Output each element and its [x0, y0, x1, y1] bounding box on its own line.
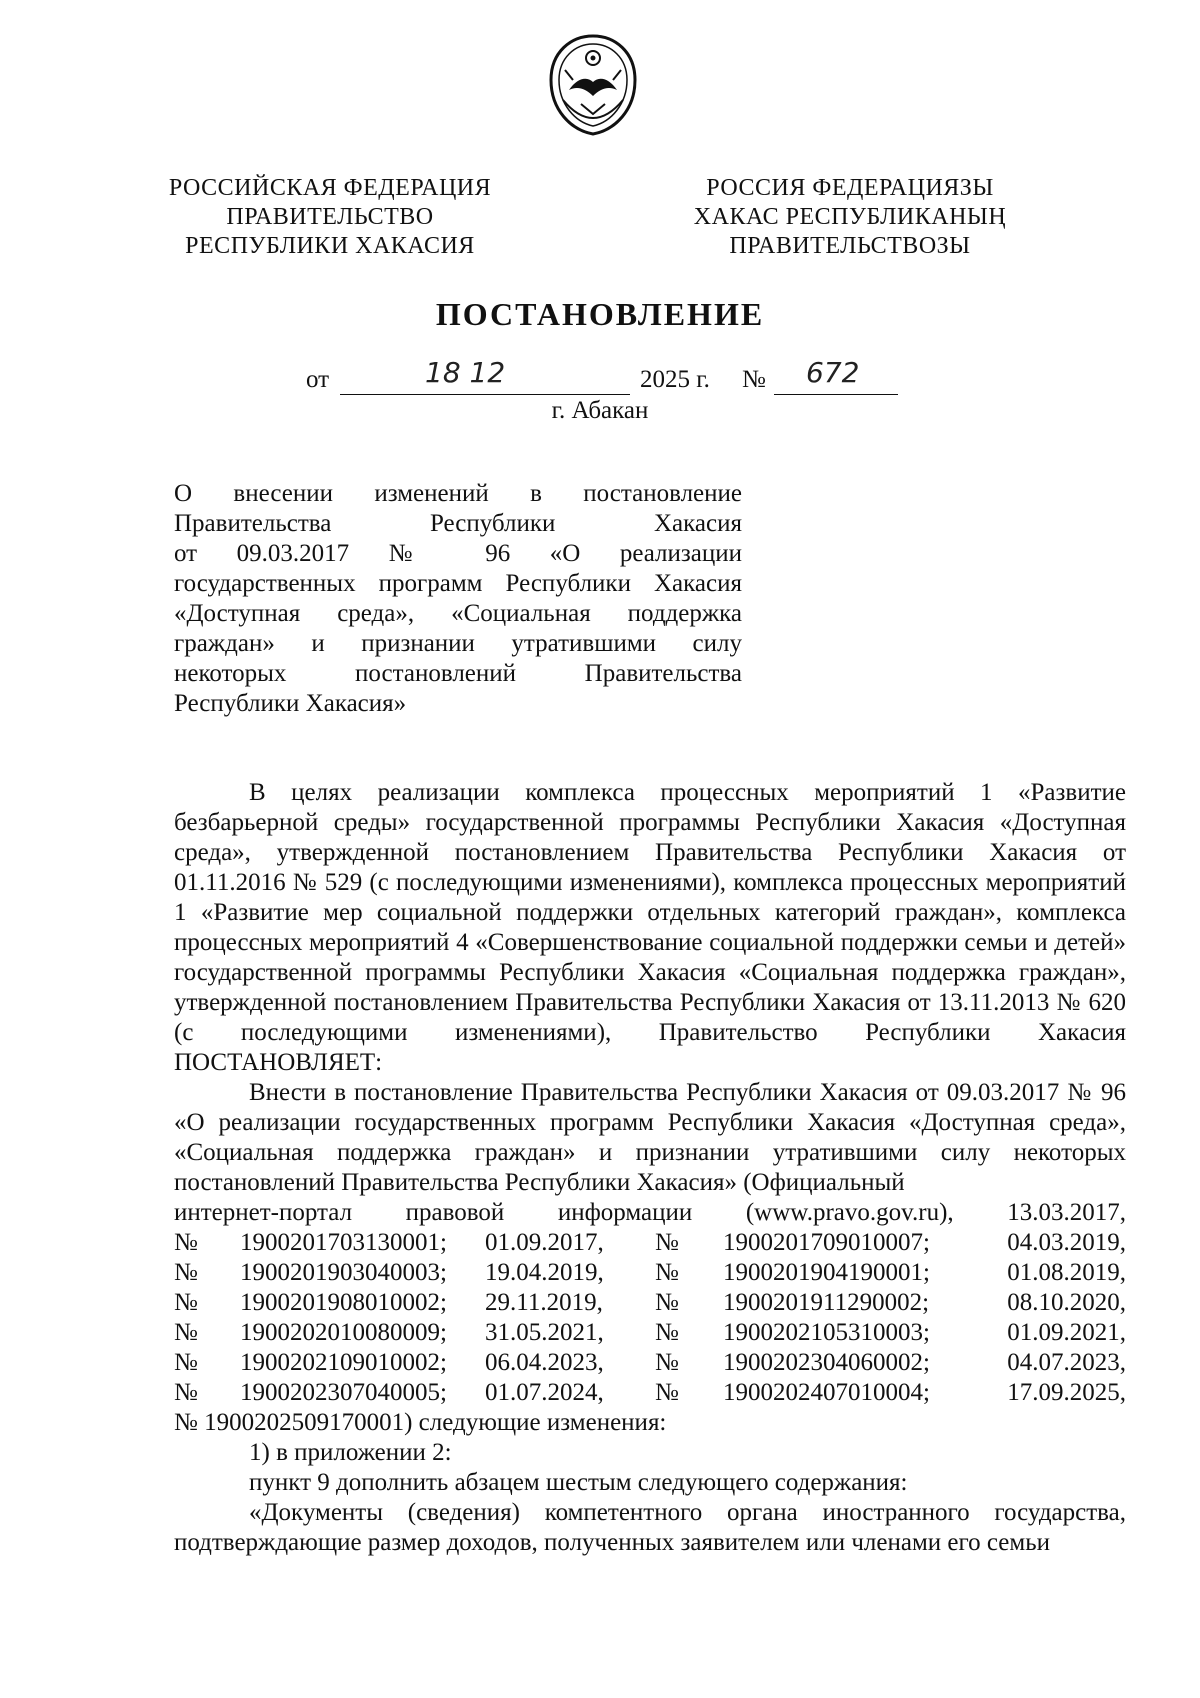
- header-right-line-2: ХАКАС РЕСПУБЛИКАНЫҢ: [693, 204, 1007, 230]
- from-label: от: [306, 366, 330, 393]
- table-row: [174, 1348, 1126, 1378]
- registration-number: 1900201709010007;: [723, 1229, 930, 1256]
- portal-url: (www.pravo.gov.ru),: [745, 1199, 954, 1226]
- handwritten-number: 672: [806, 356, 860, 389]
- number-sign: №: [655, 1289, 679, 1316]
- document-title: ПОСТАНОВЛЕНИЕ: [435, 296, 765, 332]
- registration-date: 17.09.2025,: [1007, 1379, 1126, 1406]
- registration-date: 04.07.2023,: [1007, 1349, 1126, 1376]
- subject-line: государственных программ Республики Хакасия: [174, 570, 742, 597]
- registration-date: 01.09.2017,: [485, 1229, 604, 1256]
- table-row: [174, 1258, 1126, 1288]
- number-sign: №: [174, 1289, 198, 1316]
- registration-number: 1900201908010002;: [240, 1289, 447, 1316]
- registration-date: 04.03.2019,: [1007, 1229, 1126, 1256]
- registration-date: 31.05.2021,: [485, 1319, 604, 1346]
- registration-number: 1900202407010004;: [723, 1379, 930, 1406]
- number-sign: №: [174, 1259, 198, 1286]
- header-left-line-1: РОССИЙСКАЯ ФЕДЕРАЦИЯ: [168, 175, 492, 201]
- portal-line: [174, 1198, 1126, 1228]
- number-sign: №: [174, 1229, 198, 1256]
- subject-line: некоторых постановлений Правительства: [174, 660, 742, 687]
- table-row: [174, 1288, 1126, 1318]
- registration-number: 1900202010080009;: [240, 1319, 447, 1346]
- registration-number: 1900201903040003;: [240, 1259, 447, 1286]
- subject-line: О внесении изменений в постановление: [174, 480, 742, 507]
- item-1-heading: 1) в приложении 2:: [249, 1439, 452, 1466]
- registration-date: 01.09.2021,: [1007, 1319, 1126, 1346]
- number-sign: №: [174, 1349, 198, 1376]
- subject-line: граждан» и признании утратившими силу: [174, 630, 742, 657]
- table-row: [174, 1318, 1126, 1348]
- subject-line: Правительства Республики Хакасия: [174, 510, 742, 537]
- registration-number: 1900202304060002;: [723, 1349, 930, 1376]
- table-row: [174, 1198, 1126, 1228]
- number-underline: [774, 394, 898, 395]
- subject-line: Республики Хакасия»: [174, 690, 407, 717]
- table-row: [174, 1228, 1126, 1258]
- registration-number: 1900201911290002;: [723, 1289, 930, 1316]
- registration-number: 1900201904190001;: [723, 1259, 930, 1286]
- header-right-line-3: ПРАВИТЕЛЬСТВОЗЫ: [729, 233, 971, 259]
- handwritten-date: 18 12: [425, 356, 506, 389]
- header-left-line-2: ПРАВИТЕЛЬСТВО: [226, 204, 434, 230]
- header-right-line-1: РОССИЯ ФЕДЕРАЦИЯЗЫ: [706, 175, 994, 201]
- registration-date: 19.04.2019,: [485, 1259, 604, 1286]
- registration-number: 1900201703130001;: [240, 1229, 447, 1256]
- date-underline: [340, 394, 630, 395]
- publication-registry-table: [174, 1198, 1126, 1408]
- portal-word: интернет-портал: [174, 1199, 353, 1226]
- number-sign: №: [655, 1229, 679, 1256]
- registration-date: 29.11.2019,: [485, 1289, 603, 1316]
- city-label: г. Абакан: [551, 397, 649, 424]
- registration-number: 1900202307040005;: [240, 1379, 447, 1406]
- coat-of-arms-emblem: [543, 30, 643, 140]
- registration-date: 01.08.2019,: [1007, 1259, 1126, 1286]
- number-sign: №: [655, 1379, 679, 1406]
- header-left-line-3: РЕСПУБЛИКИ ХАКАСИЯ: [185, 233, 475, 259]
- registration-number: 1900202105310003;: [723, 1319, 930, 1346]
- year-label: 2025 г.: [640, 366, 710, 393]
- item-1-text: пункт 9 дополнить абзацем шестым следующего содержания:: [249, 1469, 908, 1496]
- portal-date: 13.03.2017,: [1007, 1199, 1126, 1226]
- date-line: [0, 356, 1200, 402]
- resolution-paragraph-intro: Внести в постановление Правительства Республики Хакасия от 09.03.2017 № 96 «О реализации государственных программ Республики Хакасия «Доступная среда», «Социальная поддержка граждан» и признании утратившими силу некоторых постановлений Правительства Республики Хакасия» (Официальный: [174, 1079, 1126, 1196]
- subject-line: «Доступная среда», «Социальная поддержка: [174, 600, 742, 627]
- number-sign: №: [655, 1319, 679, 1346]
- portal-word: информации: [557, 1199, 693, 1226]
- subject-line: от 09.03.2017 № 96 «О реализации: [174, 540, 742, 567]
- header-left: [140, 174, 520, 261]
- number-sign: №: [174, 1319, 198, 1346]
- table-row: [174, 1378, 1126, 1408]
- document-body: [174, 778, 1126, 1558]
- number-sign: №: [655, 1349, 679, 1376]
- resolution-paragraph-end: № 1900202509170001) следующие изменения:: [174, 1409, 667, 1436]
- registration-date: 08.10.2020,: [1007, 1289, 1126, 1316]
- number-sign: №: [655, 1259, 679, 1286]
- portal-word: правовой: [405, 1199, 505, 1226]
- registration-date: 06.04.2023,: [485, 1349, 604, 1376]
- preamble-paragraph: В целях реализации комплекса процессных мероприятий 1 «Развитие безбарьерной среды» государственной программы Республики Хакасия «Доступная среда», утвержденной постановлением Правительства Республики Хакасия от 01.11.2016 № 529 (с последующими изменениями), комплекса процессных мероприятий 1 «Развитие мер социальной поддержки отдельных категорий граждан», комплекса процессных мероприятий 4 «Совершенствование социальной поддержки семьи и детей» государственной программы Республики Хакасия «Социальная поддержка граждан», утвержденной постановлением Правительства Республики Хакасия от 13.11.2013 № 620 (с последующими изменениями), Правительство Республики Хакасия ПОСТАНОВЛЯЕТ:: [174, 779, 1126, 1076]
- subject-block: [174, 479, 742, 719]
- registration-number: 1900202109010002;: [240, 1349, 447, 1376]
- number-label: №: [742, 366, 766, 393]
- registration-date: 01.07.2024,: [485, 1379, 604, 1406]
- quoted-insertion: «Документы (сведения) компетентного органа иностранного государства, подтверждающие размер доходов, полученных заявителем или членами его семьи: [174, 1499, 1126, 1556]
- number-sign: №: [174, 1379, 198, 1406]
- header-right: [680, 174, 1020, 261]
